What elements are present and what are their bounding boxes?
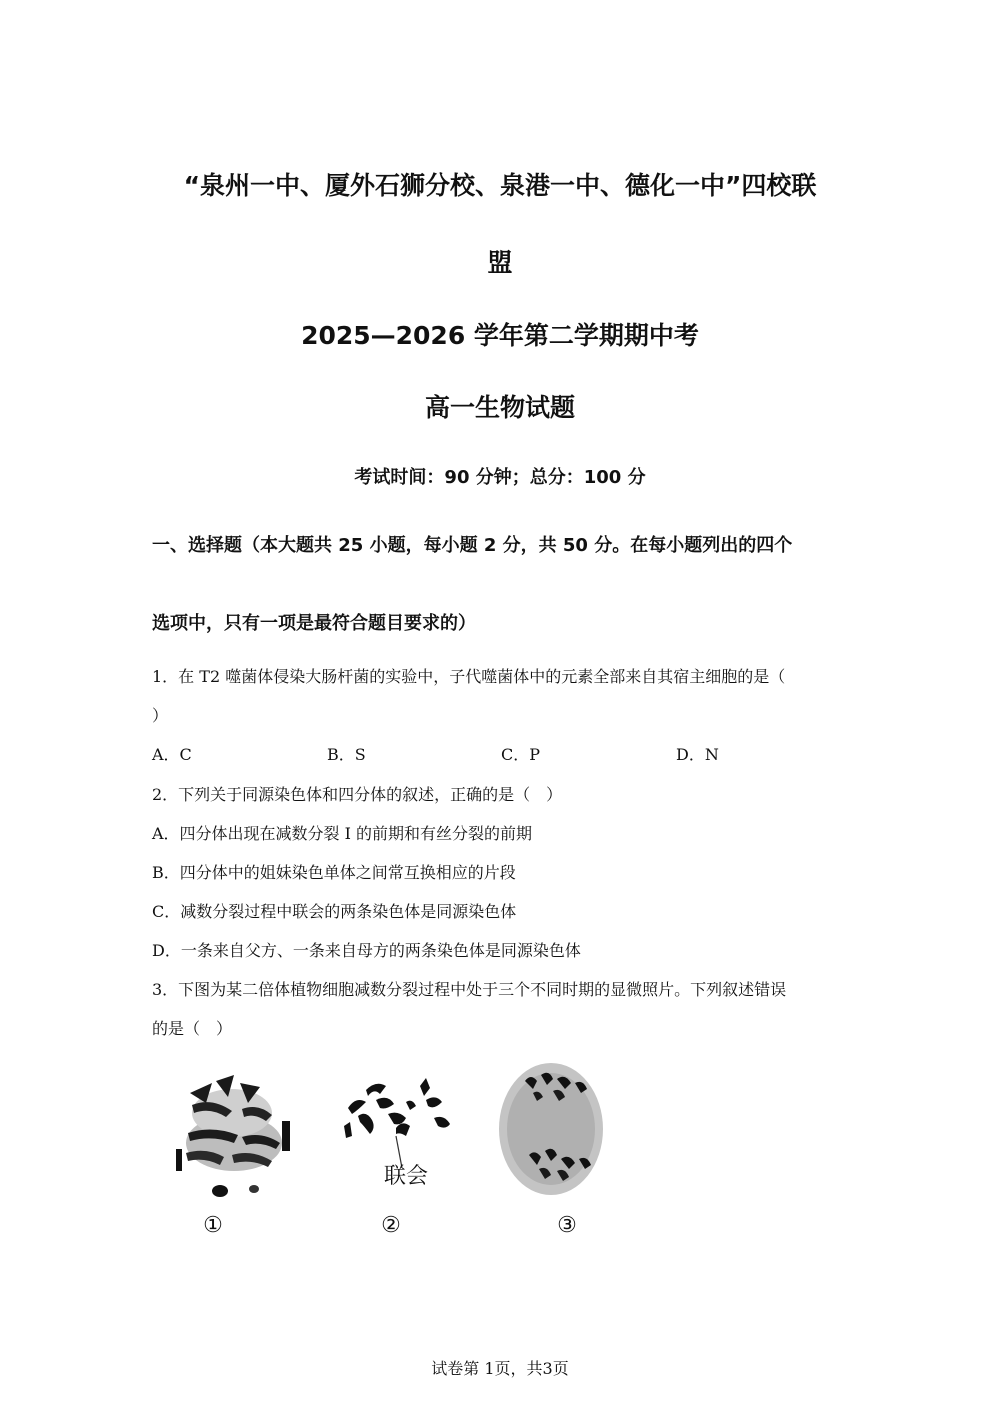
question-2-stem: 2．下列关于同源染色体和四分体的叙述，正确的是（ ）	[152, 785, 563, 804]
question-2-option-d: D．一条来自父方、一条来自母方的两条染色体是同源染色体	[152, 941, 581, 960]
exam-info: 考试时间：90 分钟；总分：100 分	[354, 467, 646, 488]
micrograph-1-image	[172, 1053, 294, 1201]
figure-label-3: ③	[557, 1213, 577, 1238]
figure-label-2: ②	[381, 1213, 401, 1238]
question-1-option-c: C．P	[501, 745, 541, 764]
page-number: 试卷第 1页，共3页	[431, 1359, 569, 1378]
exam-title-line3: 2025—2026 学年第二学期期中考	[301, 321, 699, 350]
question-1-stem: 1．在 T2 噬菌体侵染大肠杆菌的实验中，子代噬菌体中的元素全部来自其宿主细胞的是（	[152, 667, 786, 686]
exam-title-line1: “泉州一中、厦外石狮分校、泉港一中、德化一中”四校联	[183, 171, 817, 200]
question-1-option-a: A．C	[152, 745, 192, 764]
section-heading-line2: 选项中，只有一项是最符合题目要求的）	[152, 613, 476, 634]
figure-label-1: ①	[203, 1213, 223, 1238]
question-1-option-d: D．N	[676, 745, 719, 764]
question-1-option-b: B．S	[327, 745, 366, 764]
question-3-stem: 3．下图为某二倍体植物细胞减数分裂过程中处于三个不同时期的显微照片。下列叙述错误	[152, 980, 787, 999]
question-2-option-c: C．减数分裂过程中联会的两条染色体是同源染色体	[152, 902, 517, 921]
section-heading-line1: 一、选择题（本大题共 25 小题，每小题 2 分，共 50 分。在每小题列出的四个	[152, 535, 793, 556]
exam-title-line2: 盟	[487, 248, 513, 277]
exam-title-line4: 高一生物试题	[424, 393, 575, 422]
micrograph-3-image	[495, 1055, 609, 1201]
synapsis-label: 联会	[384, 1164, 429, 1189]
question-2-option-b: B．四分体中的姐妹染色单体之间常互换相应的片段	[152, 863, 516, 882]
question-1-stem-cont: ）	[152, 706, 169, 725]
question-3-stem-cont: 的是（ ）	[152, 1019, 233, 1038]
micrograph-2-image	[336, 1070, 462, 1170]
question-2-option-a: A．四分体出现在减数分裂 I 的前期和有丝分裂的前期	[152, 824, 533, 843]
